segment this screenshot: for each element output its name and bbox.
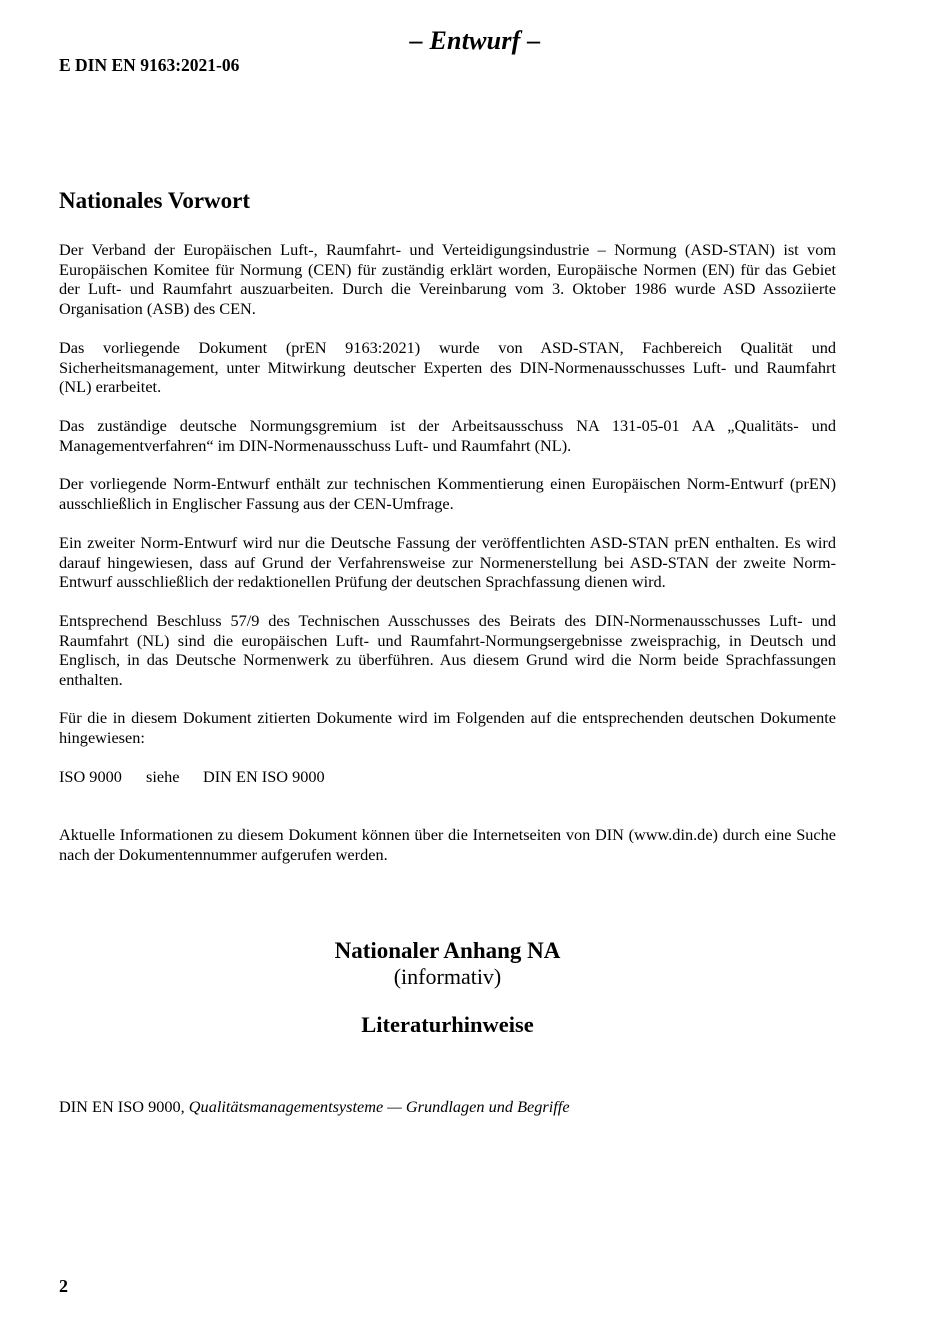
bibliography-entry-ref: DIN EN ISO 9000, [59,1097,189,1116]
foreword-title: Nationales Vorwort [59,188,251,213]
foreword-paragraph-7: Für die in diesem Dokument zitierten Dokumente wird im Folgenden auf die entsprechenden deutschen Dokumente hingewiesen: [59,708,836,747]
foreword-paragraph-4: Der vorliegende Norm-Entwurf enthält zur technischen Kommentierung einen Europäischen Norm-Entwurf (prEN) ausschließlich in Englischer Fassung aus der CEN-Umfrage. [59,474,836,513]
bibliography-entry [59,1097,570,1117]
foreword-paragraph-5: Ein zweiter Norm-Entwurf wird nur die Deutsche Fassung der veröffentlichten ASD-STAN prEN enthalten. Es wird darauf hingewiesen, dass auf Grund der Verfahrensweise zur Normenerstellung bei ASD-STAN der zweite Norm-Entwurf ausschließlich der redaktionellen Prüfung der deutschen Sprachfassung dienen wird. [59,533,836,592]
draft-watermark: – Entwurf – [409,26,541,55]
document-id: E DIN EN 9163:2021-06 [59,55,240,75]
bibliography-title: Literaturhinweise [361,1012,534,1037]
reference-line [59,767,325,787]
page-number: 2 [59,1276,68,1296]
info-paragraph: Aktuelle Informationen zu diesem Dokument können über die Internetseiten von DIN (www.din.de) durch eine Suche nach der Dokumentennummer aufgerufen werden. [59,825,836,864]
reference-target: DIN EN ISO 9000 [203,767,325,786]
foreword-paragraph-6: Entsprechend Beschluss 57/9 des Technischen Ausschusses des Beirats des DIN-Normenausschusses Luft- und Raumfahrt (NL) sind die europäischen Luft- und Raumfahrt-Normungsergebnisse zweisprachig, in Deutsch und Englisch, in das Deutsche Normenwerk zu überführen. Aus diesem Grund wird die Norm beide Sprachfassungen enthalten. [59,611,836,689]
foreword-paragraph-2: Das vorliegende Dokument (prEN 9163:2021) wurde von ASD-STAN, Fachbereich Qualität und Sicherheitsmanagement, unter Mitwirkung deutscher Experten des DIN-Normenausschusses Luft- und Raumfahrt (NL) erarbeitet. [59,338,836,397]
reference-source: ISO 9000 [59,767,122,786]
reference-relation: siehe [146,767,180,786]
foreword-paragraph-3: Das zuständige deutsche Normungsgremium ist der Arbeitsausschuss NA 131-05-01 AA „Qualitäts- und Managementverfahren“ im DIN-Normenausschuss Luft- und Raumfahrt (NL). [59,416,836,455]
annex-subtitle: (informativ) [393,964,502,989]
annex-title: Nationaler Anhang NA [334,938,561,963]
foreword-paragraph-1: Der Verband der Europäischen Luft-, Raumfahrt- und Verteidigungsindustrie – Normung (ASD-STAN) ist vom Europäischen Komitee für Normung (CEN) für zuständig erklärt worden, Europäische Normen (EN) für das Gebiet der Luft- und Raumfahrt auszuarbeiten. Durch die Vereinbarung vom 3. Oktober 1986 wurde ASD Assoziierte Organisation (ASB) des CEN. [59,240,836,318]
bibliography-entry-title: Qualitätsmanagementsysteme — Grundlagen und Begriffe [188,1097,570,1116]
